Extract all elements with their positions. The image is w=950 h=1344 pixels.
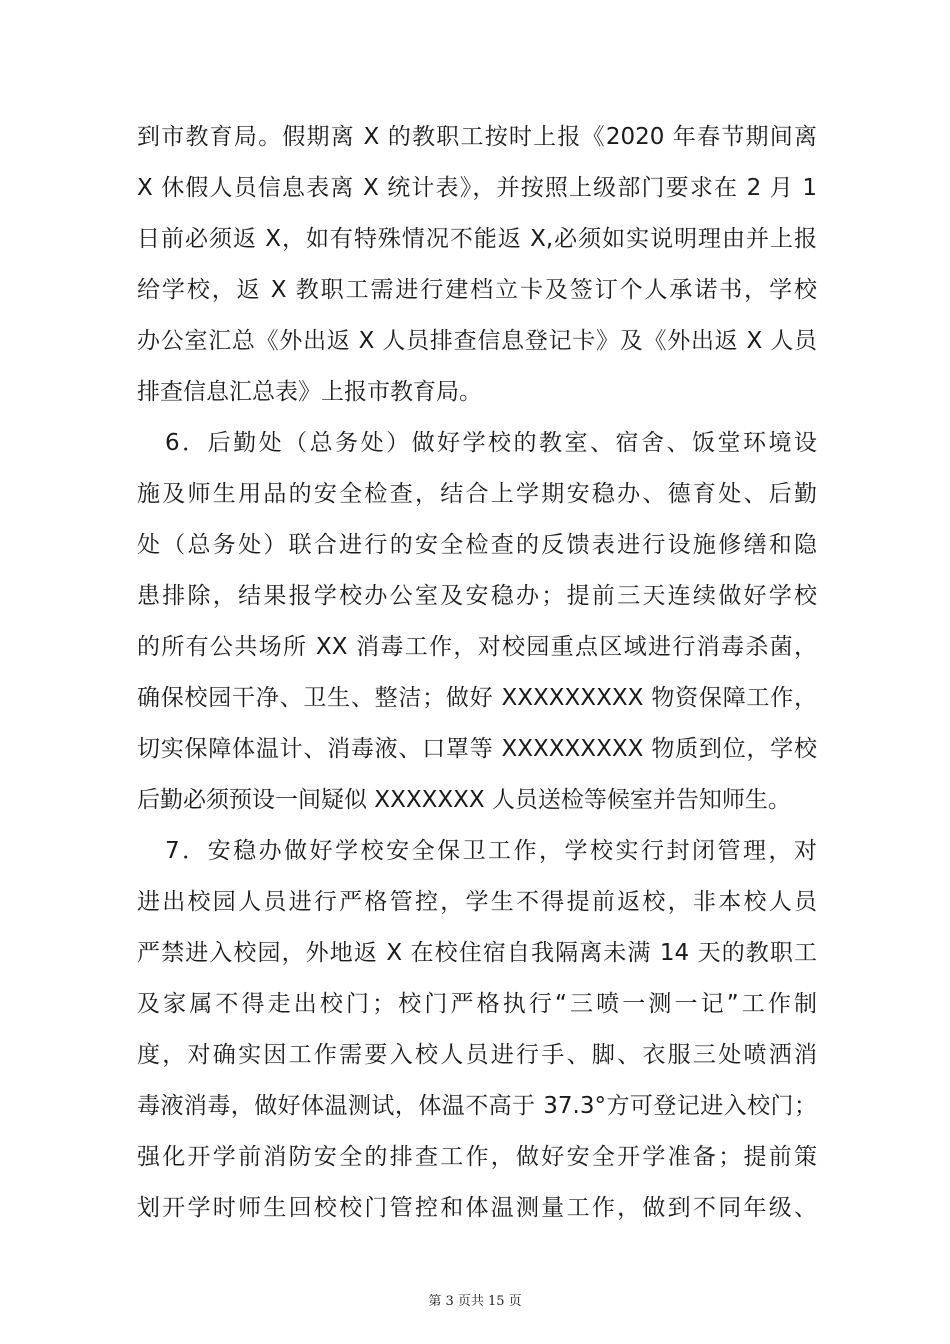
text-line: 严禁进入校园，外地返 X 在校住宿自我隔离未满 14 天的教职工 — [137, 940, 817, 966]
text-line: 划开学时师生回校校门管控和体温测量工作，做到不同年级、 — [137, 1195, 817, 1221]
text-line: 进出校园人员进行严格管控，学生不得提前返校，非本校人员 — [137, 889, 817, 915]
text-line: 6．后勤处（总务处）做好学校的教室、宿舍、饭堂环境设 — [165, 430, 817, 456]
page-number-footer: 第 3 页共 15 页 — [428, 1294, 522, 1309]
text-line: 施及师生用品的安全检查，结合上学期安稳办、德育处、后勤 — [137, 481, 817, 507]
text-line: X 休假人员信息表离 X 统计表》，并按照上级部门要求在 2 月 1 — [137, 175, 817, 201]
document-body — [137, 112, 817, 1234]
text-line: 办公室汇总《外出返 X 人员排查信息登记卡》及《外出返 X 人员 — [137, 328, 817, 354]
text-line: 患排除，结果报学校办公室及安稳办；提前三天连续做好学校 — [137, 583, 817, 609]
text-line: 7．安稳办做好学校安全保卫工作，学校实行封闭管理，对 — [165, 838, 817, 864]
text-line: 切实保障体温计、消毒液、口罩等 XXXXXXXXX 物质到位，学校 — [137, 736, 817, 762]
text-line: 日前必须返 X，如有特殊情况不能返 X,必须如实说明理由并上报 — [137, 226, 817, 252]
text-line: 毒液消毒，做好体温测试，体温不高于 37.3°方可登记进入校门； — [137, 1093, 817, 1119]
text-line: 的所有公共场所 XX 消毒工作，对校园重点区域进行消毒杀菌， — [137, 634, 817, 660]
text-line: 确保校园干净、卫生、整洁；做好 XXXXXXXXX 物资保障工作， — [137, 685, 817, 711]
text-line: 后勤必须预设一间疑似 XXXXXXX 人员送检等候室并告知师生。 — [137, 787, 791, 813]
text-line: 给学校，返 X 教职工需进行建档立卡及签订个人承诺书，学校 — [137, 277, 817, 303]
text-line: 到市教育局。假期离 X 的教职工按时上报《2020 年春节期间离 — [137, 124, 817, 150]
text-line: 度，对确实因工作需要入校人员进行手、脚、衣服三处喷洒消 — [137, 1042, 817, 1068]
text-line: 处（总务处）联合进行的安全检查的反馈表进行设施修缮和隐 — [137, 532, 817, 558]
text-line: 强化开学前消防安全的排查工作，做好安全开学准备；提前策 — [137, 1144, 817, 1170]
text-line: 及家属不得走出校门；校门严格执行“三喷一测一记”工作制 — [137, 991, 817, 1017]
text-line: 排查信息汇总表》上报市教育局。 — [137, 379, 482, 405]
